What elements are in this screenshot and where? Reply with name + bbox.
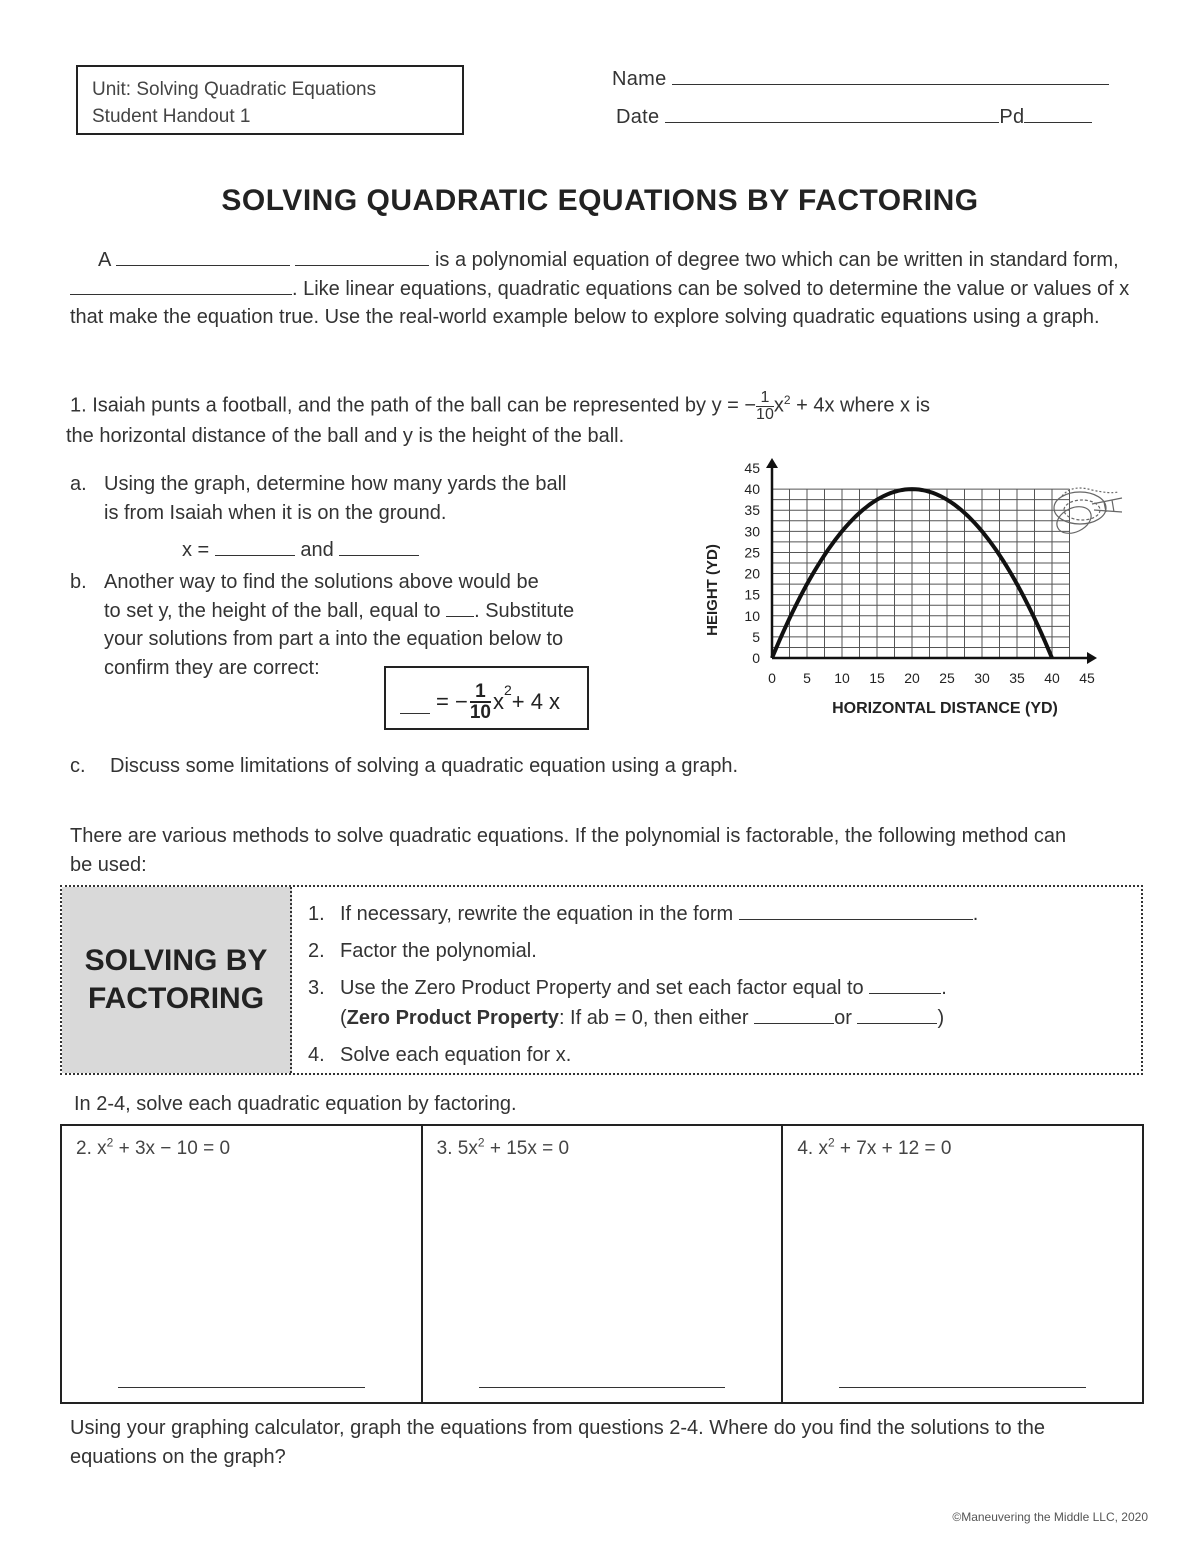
x-answer-row	[182, 536, 482, 565]
q1-line2: the horizontal distance of the ball and y is the height of the ball.	[66, 425, 625, 447]
problem-4	[797, 1138, 951, 1159]
closing-question: Using your graphing calculator, graph the equations from questions 2-4. Where do you find the solutions to the equations on the graph?	[70, 1417, 1046, 1468]
x-tick-label: 0	[768, 670, 776, 686]
part-a	[70, 470, 670, 527]
x-tick-label: 25	[939, 670, 955, 686]
q1-tail: + 4x where x is	[790, 394, 931, 417]
problem-2	[76, 1138, 230, 1159]
x-tick-label: 40	[1044, 670, 1060, 686]
problem-3-post: + 15x = 0	[484, 1138, 570, 1160]
part-b-text2a: to set y, the height of the ball, equal to	[104, 599, 441, 622]
y-tick-label: 5	[752, 628, 760, 645]
name-row	[612, 66, 1116, 91]
chart-grid	[772, 489, 1070, 658]
step-4-text: Solve each equation for x.	[340, 1044, 572, 1066]
equation-box: = − $\frac{1}{10}$ x $^2$ + 4 x	[384, 666, 589, 730]
x-tick-labels	[768, 670, 1095, 686]
y-value-blank[interactable]	[446, 598, 474, 617]
zpp-or: or	[834, 1007, 852, 1029]
problem-2-sup: 2	[106, 1136, 114, 1150]
zpp-text: : If ab = 0, then either	[558, 1007, 749, 1029]
answer-line-2[interactable]	[118, 1387, 365, 1388]
part-a-label: a.	[70, 473, 87, 495]
q1-lead: 1. Isaiah punts a football, and the path of the ball can be represented by y = −	[70, 394, 757, 417]
x-tick-label: 45	[1079, 670, 1095, 686]
zpp-blank-2[interactable]	[857, 1005, 937, 1024]
zpp-line: (Zero Product Property: If ab = 0, then either or )	[340, 1007, 945, 1029]
step-4	[308, 1037, 1128, 1074]
problem-4-cell[interactable]	[783, 1126, 1142, 1402]
method-label	[62, 887, 292, 1073]
x-answer-2[interactable]	[339, 537, 419, 556]
problem-2-cell[interactable]	[62, 1126, 423, 1402]
method-steps	[308, 896, 1128, 1074]
step-4-num: 4.	[308, 1044, 325, 1066]
problem-3	[437, 1138, 569, 1159]
intro-a: A	[98, 249, 111, 271]
and-label: and	[300, 539, 334, 561]
part-c-text: Discuss some limitations of solving a quadratic equation using a graph.	[110, 755, 739, 777]
y-tick-label: 10	[744, 607, 760, 624]
part-b-text4: confirm they are correct:	[104, 656, 320, 679]
intro-part1: is a polynomial equation of degree two which can be written in standard form,	[434, 249, 1119, 271]
name-label: Name	[612, 68, 667, 90]
step-2-num: 2.	[308, 940, 325, 962]
problem-2-pre: 2. x	[76, 1138, 107, 1160]
x-answer-1[interactable]	[215, 537, 295, 556]
step-1: 1. If necessary, rewrite the equation in the form .	[308, 896, 1128, 933]
step-1-num: 1.	[308, 903, 325, 925]
step-1-text: If necessary, rewrite the equation in the form	[340, 903, 734, 925]
method-label-line2: FACTORING	[87, 982, 265, 1015]
pd-label: Pd	[999, 106, 1025, 128]
y-tick-label: 25	[744, 544, 760, 561]
x-axis-arrow	[1087, 652, 1097, 664]
step-2-text: Factor the polynomial.	[340, 940, 537, 962]
q1-x: x	[773, 394, 784, 417]
term-blank-1[interactable]	[116, 247, 290, 266]
step-2	[308, 933, 1128, 970]
problem-4-sup: 2	[827, 1136, 835, 1150]
part-b-text1: Another way to find the solutions above would be	[104, 571, 539, 593]
unit-title: Unit: Solving Quadratic Equations	[92, 79, 377, 100]
standard-form-blank[interactable]	[70, 276, 292, 295]
step-3-text: Use the Zero Product Property and set each factor equal to	[340, 977, 864, 999]
period-field[interactable]	[1024, 104, 1092, 123]
x-tick-label: 30	[974, 670, 990, 686]
part-b-label: b.	[70, 571, 87, 593]
problem-3-cell[interactable]	[423, 1126, 784, 1402]
eq-box-fraction	[470, 682, 491, 722]
x-axis-label: HORIZONTAL DISTANCE (YD)	[832, 700, 1058, 717]
y-axis-label: HEIGHT (YD)	[704, 544, 721, 636]
y-tick-label: 0	[752, 650, 760, 666]
problem-4-pre: 4. x	[797, 1138, 828, 1160]
x-tick-label: 5	[803, 670, 811, 686]
y-tick-label: 15	[744, 586, 760, 603]
q1-fraction	[756, 390, 774, 423]
part-b-text2b: . Substitute	[474, 599, 575, 622]
eq-box-x: x	[492, 689, 504, 714]
q1-frac-den: 10	[756, 405, 774, 423]
eq-box-mid: = −	[436, 689, 468, 714]
step-3-num: 3.	[308, 977, 325, 999]
intro-paragraph	[70, 246, 1130, 332]
trajectory-chart	[690, 450, 1140, 725]
zpp-bold: Zero Product Property	[346, 1007, 559, 1029]
page-title: SOLVING QUADRATIC EQUATIONS BY FACTORING	[221, 184, 979, 217]
zpp-blank-1[interactable]	[754, 1005, 834, 1024]
problem-3-sup: 2	[477, 1136, 485, 1150]
term-blank-2[interactable]	[295, 247, 429, 266]
part-b-text3: your solutions from part a into the equation below to	[104, 628, 564, 650]
answer-line-4[interactable]	[839, 1387, 1086, 1388]
y-tick-label: 35	[744, 502, 760, 519]
factor-value-blank[interactable]	[869, 975, 941, 994]
q1-frac-num: 1	[756, 390, 774, 407]
answer-line-3[interactable]	[479, 1387, 726, 1388]
eq-box-blank[interactable]	[400, 691, 430, 714]
eq-box-frac-num: 1	[470, 682, 491, 703]
unit-box	[76, 65, 464, 135]
problem-3-pre: 3. 5x	[436, 1138, 478, 1160]
x-eq-label: x =	[182, 539, 210, 561]
problem-2-post: + 3x − 10 = 0	[113, 1138, 231, 1160]
y-tick-label: 30	[744, 523, 760, 540]
y-tick-label: 40	[744, 481, 760, 498]
date-row	[616, 104, 1116, 129]
name-field[interactable]	[672, 66, 1109, 85]
y-axis-arrow	[766, 458, 778, 468]
part-a-text1: Using the graph, determine how many yards the ball	[104, 473, 567, 495]
x-tick-label: 10	[834, 670, 850, 686]
x-tick-label: 20	[904, 670, 920, 686]
eq-box-frac-den: 10	[469, 702, 491, 723]
y-tick-label: 20	[744, 565, 760, 582]
step-3: 3. Use the Zero Product Property and set each factor equal to .	[308, 973, 1128, 1003]
question-1: 1. Isaiah punts a football, and the path of the ball can be represented by y = − $\frac{1}{10}$ $x^2 + 4x$ where x is	[70, 388, 931, 423]
part-c-label: c.	[70, 755, 86, 777]
part-a-text2: is from Isaiah when it is on the ground.	[104, 501, 447, 524]
part-c	[70, 752, 1070, 781]
methods-intro: There are various methods to solve quadratic equations. If the polynomial is factorable, the following method can be used:	[70, 825, 1067, 876]
date-field[interactable]	[665, 104, 999, 123]
eq-box-plus: + 4 x	[511, 689, 561, 714]
practice-intro: In 2-4, solve each quadratic equation by factoring.	[74, 1093, 517, 1115]
method-label-line1: SOLVING BY	[84, 944, 268, 977]
x-tick-label: 35	[1009, 670, 1025, 686]
y-tick-labels	[744, 460, 760, 666]
intro-part2: . Like linear equations, quadratic equations can be solved to determine the value or values of x that make the equation true. Use the real-world example below to explore solving quadratic equations using a graph.	[70, 277, 1130, 328]
date-label: Date	[616, 106, 660, 128]
problem-4-post: + 7x + 12 = 0	[834, 1138, 952, 1160]
form-blank[interactable]	[739, 901, 973, 920]
copyright: ©Maneuvering the Middle LLC, 2020	[952, 1510, 1148, 1524]
y-tick-label: 45	[744, 460, 760, 476]
practice-grid	[60, 1124, 1144, 1404]
part-b	[70, 568, 682, 682]
x-tick-label: 15	[869, 670, 885, 686]
handout-label: Student Handout 1	[92, 106, 251, 127]
